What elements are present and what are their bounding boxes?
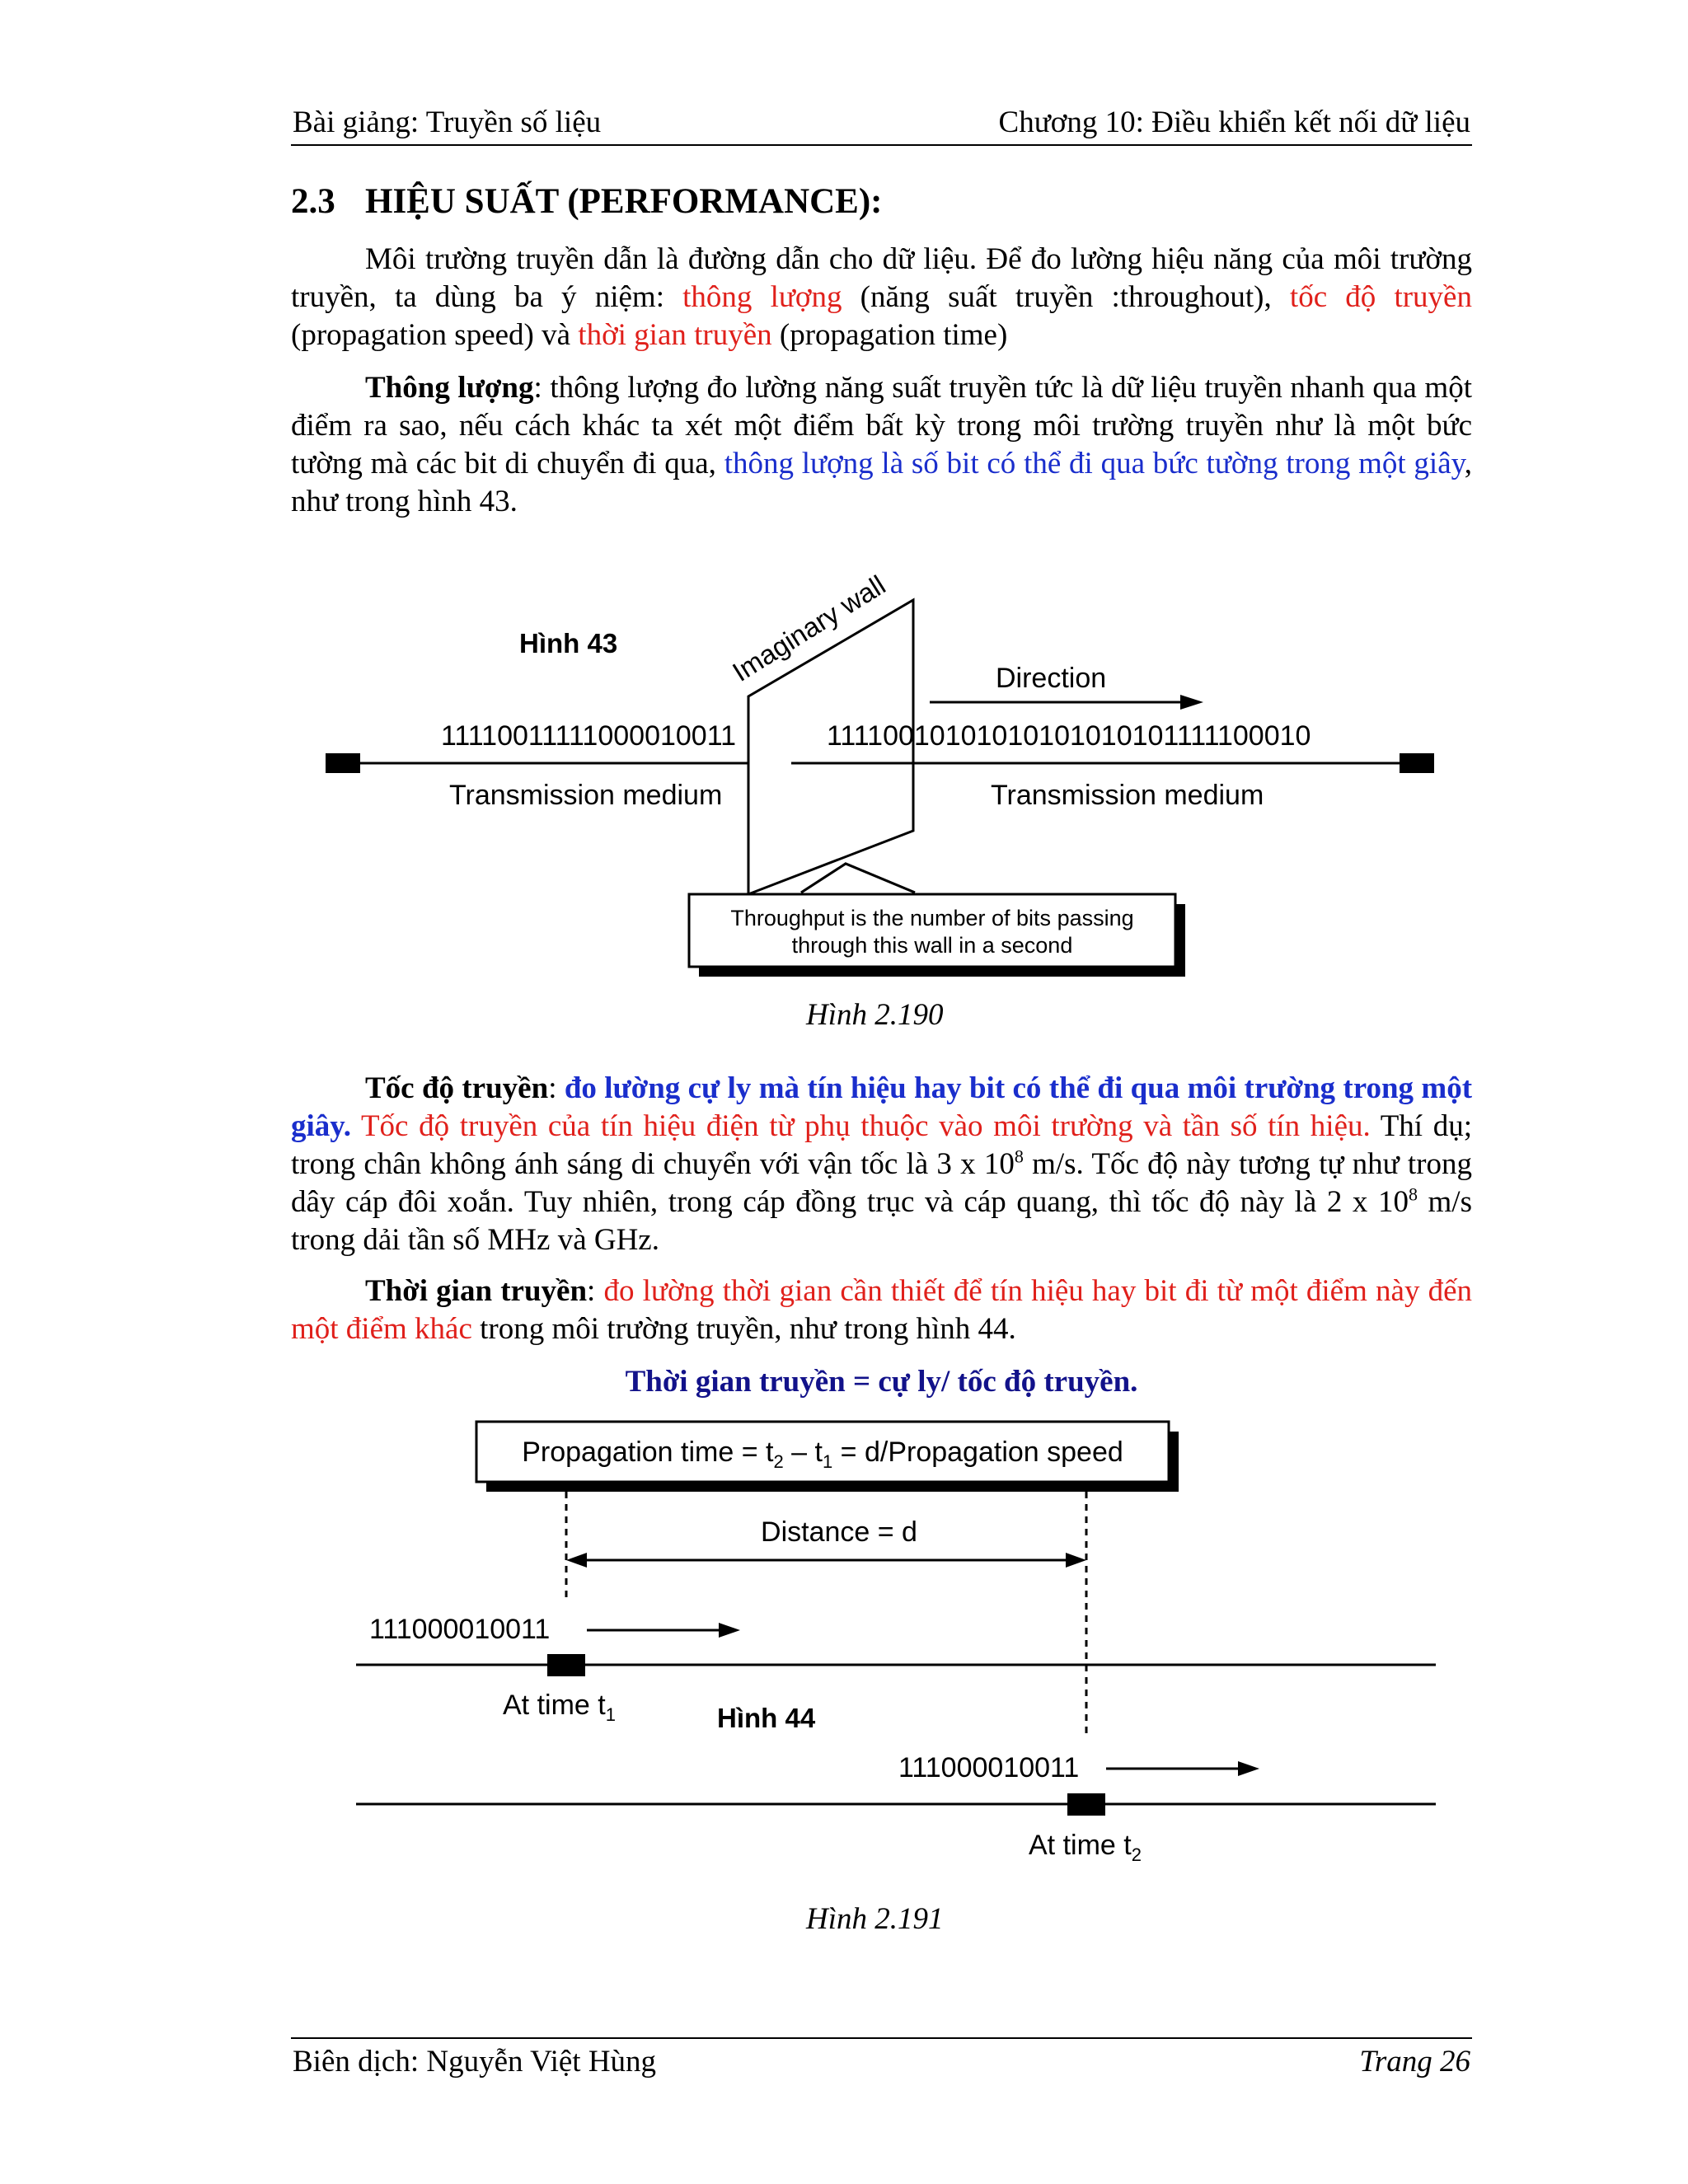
time-term: Thời gian truyền xyxy=(365,1274,588,1308)
intro-text-b: (năng suất truyền :throughout), xyxy=(842,280,1290,314)
distance-label: Distance = d xyxy=(761,1516,917,1548)
speed-text-a: Thí dụ; trong chân không ánh sáng di chuyển với vận tốc là 3 x 10 xyxy=(291,1109,1472,1181)
speed-term: Tốc độ truyền xyxy=(365,1071,549,1105)
intro-text-d: (propagation time) xyxy=(771,318,1008,352)
time-label-t2: At time $t_2$ xyxy=(1029,1830,1142,1865)
speed-text-c: m/s trong dải tần số MHz và GHz. xyxy=(291,1185,1472,1257)
wall-label: Imaginary wall xyxy=(727,569,891,687)
speed-dependency: Tốc độ truyền của tín hiệu điện từ phụ thuộc vào môi trường và tần số tín hiệu. xyxy=(351,1109,1371,1143)
callout-line-2: through this wall in a second xyxy=(791,933,1073,958)
propagation-formula: Thời gian truyền = cự ly/ tốc độ truyền. xyxy=(625,1365,1138,1399)
bits-left: 11110011111000010011 xyxy=(441,720,736,752)
time-label-t1: At time $t_1$ xyxy=(503,1690,616,1725)
figure-caption-190: Hình 2.190 xyxy=(806,998,944,1032)
throughput-term: Thông lượng xyxy=(365,371,534,405)
distance-arrow-right xyxy=(1066,1553,1086,1568)
throughput-definition: thông lượng là số bit có thể đi qua bức tường trong một giây xyxy=(724,447,1465,480)
figure-caption-191: Hình 2.191 xyxy=(806,1902,944,1936)
speed-colon: : xyxy=(548,1071,565,1105)
term-propagation-speed: tốc độ truyền xyxy=(1289,280,1472,314)
time-definition: đo lường thời gian cần thiết để tín hiệu hay bit đi từ một điểm này đến một điểm khác xyxy=(291,1274,1473,1346)
speed-exponent-b: 8 xyxy=(1408,1183,1418,1205)
distance-arrow-left xyxy=(566,1553,587,1568)
fig43-label: Hình 43 xyxy=(519,628,618,658)
throughput-text-a: : thông lượng đo lường năng suất truyền tức là dữ liệu truyền nhanh qua một điểm ra sao, nếu cách khác ta xét một điểm bất kỳ trong môi trường truyền như là một bức tường mà các bit di chuyển đi qua, xyxy=(291,371,1472,480)
formula-box-text: Propagation time = $t_2 - t_1$ = d/Propagation speed xyxy=(522,1436,1123,1472)
arrow-t1-head xyxy=(719,1623,740,1638)
time-colon: : xyxy=(587,1274,604,1308)
intro-text-c: (propagation speed) và xyxy=(291,318,579,352)
section-heading: HIỆU SUẤT (PERFORMANCE): xyxy=(365,182,883,221)
fig44-label: Hình 44 xyxy=(717,1703,816,1733)
bits-t2: 111000010011 xyxy=(898,1752,1080,1783)
page-footer xyxy=(291,2037,1472,2088)
bits-right: 11110010101010101010101111100010 xyxy=(827,720,1311,752)
intro-text-a: Môi trường truyền dẫn là đường dẫn cho dữ liệu. Để đo lường hiệu năng của môi trường truyền, ta dùng ba ý niệm: xyxy=(291,242,1472,314)
header-chapter-title: Chương 10: Điều khiển kết nối dữ liệu xyxy=(998,105,1470,139)
header-course-title: Bài giảng: Truyền số liệu xyxy=(293,105,602,139)
signal-block-t1 xyxy=(547,1654,585,1676)
arrow-t2-head xyxy=(1238,1761,1259,1776)
section-number: 2.3 xyxy=(291,182,335,221)
speed-exponent-a: 8 xyxy=(1014,1146,1024,1167)
time-text-a: trong môi trường truyền, như trong hình 44. xyxy=(471,1312,1016,1346)
medium-label-left: Transmission medium xyxy=(449,780,723,811)
bits-t1: 111000010011 xyxy=(369,1614,551,1645)
signal-block-t2 xyxy=(1067,1793,1105,1816)
throughput-text-b: , như trong hình 43. xyxy=(291,447,1472,518)
speed-text-b: m/s. Tốc độ này tương tự như trong dây cáp đôi xoắn. Tuy nhiên, trong cáp đồng trục và cáp quang, thì tốc độ này là 2 x 10 xyxy=(291,1147,1472,1219)
footer-translator: Biên dịch: Nguyễn Việt Hùng xyxy=(293,2045,657,2079)
callout-line-1: Throughput is the number of bits passing xyxy=(730,906,1134,930)
direction-label: Direction xyxy=(996,663,1107,694)
term-throughput: thông lượng xyxy=(682,280,842,314)
medium-label-right: Transmission medium xyxy=(991,780,1264,811)
speed-definition: đo lường cự ly mà tín hiệu hay bit có thể đi qua môi trường trong một giây. xyxy=(291,1071,1473,1143)
footer-page-number: Trang 26 xyxy=(1359,2045,1470,2079)
term-propagation-time: thời gian truyền xyxy=(578,318,772,352)
